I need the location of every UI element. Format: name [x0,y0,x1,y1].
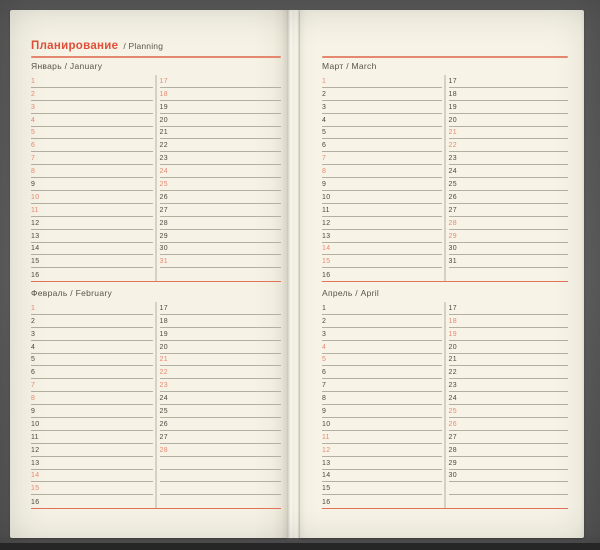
day-cell: 16 [31,499,40,507]
day-cell: 22 [449,139,569,152]
day-cell: 26 [449,191,569,204]
day-cell: 21 [160,127,282,140]
day-cell: 6 [31,139,153,152]
column-divider-line [156,302,157,508]
month-grid [31,302,281,509]
day-cell: 15 [322,482,442,495]
day-cell: 2 [322,88,442,101]
day-cell [160,457,282,470]
day-cell: 12 [322,217,442,230]
day-cell: 7 [322,152,442,165]
day-cell: 12 [322,444,442,457]
month-block-february [31,288,281,509]
day-cell: 6 [322,366,442,379]
day-cell: 10 [31,418,153,431]
day-cell: 16 [322,272,331,280]
day-cell: 11 [31,431,153,444]
day-cell: 16 [31,272,40,280]
month-grid [322,302,568,509]
photo-bottom-edge [0,543,600,550]
day-cell: 11 [322,431,442,444]
day-cell: 30 [449,243,569,256]
day-cell: 18 [160,88,282,101]
day-cell: 27 [449,431,569,444]
day-cell: 10 [31,191,153,204]
column-divider-line [445,302,446,508]
month-block-january [31,61,281,282]
day-cell: 31 [449,255,569,268]
day-cell: 22 [160,366,282,379]
day-cell: 5 [322,127,442,140]
day-cell: 1 [31,75,153,88]
header-rule-right [322,56,568,58]
month-block-april [322,288,568,509]
day-cell: 3 [322,101,442,114]
day-cell: 29 [449,230,569,243]
day-cell: 15 [31,255,153,268]
day-cell: 18 [449,315,569,328]
day-cell: 29 [449,457,569,470]
day-cell [160,482,282,495]
day-cell: 26 [160,191,282,204]
day-cell: 14 [31,470,153,483]
day-cell: 1 [322,75,442,88]
day-cell: 17 [449,302,569,315]
day-cell [160,268,282,281]
day-cell: 1 [31,302,153,315]
month-grid [322,75,568,282]
day-cell: 23 [160,152,282,165]
day-cell [449,495,569,508]
day-cell: 24 [449,392,569,405]
day-cell: 27 [449,204,569,217]
header-title: Планирование [31,40,119,52]
day-cell: 25 [160,178,282,191]
day-cell: 7 [31,379,153,392]
day-cell: 13 [31,230,153,243]
day-cell: 13 [322,230,442,243]
day-cell: 28 [449,217,569,230]
book-gutter [287,10,300,538]
day-cell: 4 [31,114,153,127]
day-cell: 15 [322,255,442,268]
day-cell [160,495,282,508]
day-cell: 9 [31,178,153,191]
day-cell: 2 [31,88,153,101]
day-cell: 17 [160,75,282,88]
day-cell: 25 [449,178,569,191]
day-cell: 7 [322,379,442,392]
day-cell: 26 [449,418,569,431]
day-cell: 17 [160,302,282,315]
day-cell: 4 [322,114,442,127]
day-cell: 20 [160,341,282,354]
day-cell: 2 [31,315,153,328]
day-cell: 10 [322,418,442,431]
day-cell: 9 [322,405,442,418]
day-cell: 20 [449,114,569,127]
day-cell: 1 [322,302,442,315]
day-cell: 26 [160,418,282,431]
day-cell: 5 [31,354,153,367]
month-title: Март / March [322,61,377,71]
day-cell: 27 [160,431,282,444]
day-cell [449,268,569,281]
day-cell: 22 [449,366,569,379]
day-cell: 22 [160,139,282,152]
day-cell: 4 [31,341,153,354]
day-cell: 12 [31,444,153,457]
day-cell: 28 [449,444,569,457]
column-divider-line [445,75,446,281]
day-cell: 13 [322,457,442,470]
day-cell: 2 [322,315,442,328]
day-cell: 4 [322,341,442,354]
month-title: Февраль / February [31,288,113,298]
day-cell: 10 [322,191,442,204]
day-cell: 15 [31,482,153,495]
day-cell: 18 [449,88,569,101]
day-cell: 12 [31,217,153,230]
day-cell: 8 [322,165,442,178]
day-cell: 19 [160,101,282,114]
day-cell: 29 [160,230,282,243]
day-cell: 28 [160,217,282,230]
day-cell: 21 [449,354,569,367]
day-cell: 16 [322,499,331,507]
day-cell [160,470,282,483]
day-cell: 31 [160,255,282,268]
day-cell: 30 [160,243,282,256]
day-cell: 30 [449,470,569,483]
day-cell: 23 [449,379,569,392]
day-cell: 23 [160,379,282,392]
day-cell: 3 [31,101,153,114]
day-cell: 19 [449,328,569,341]
day-cell: 24 [160,392,282,405]
day-cell: 13 [31,457,153,470]
day-cell: 9 [322,178,442,191]
day-cell: 21 [449,127,569,140]
page-header [31,40,163,52]
day-cell: 25 [160,405,282,418]
day-cell: 5 [31,127,153,140]
day-cell: 6 [31,366,153,379]
day-cell: 28 [160,444,282,457]
day-cell: 14 [31,243,153,256]
day-cell: 11 [322,204,442,217]
day-cell: 17 [449,75,569,88]
day-cell: 19 [449,101,569,114]
day-cell: 5 [322,354,442,367]
day-cell: 14 [322,470,442,483]
column-divider-line [156,75,157,281]
month-title: Апрель / April [322,288,380,298]
day-cell: 6 [322,139,442,152]
day-cell: 8 [31,165,153,178]
day-cell: 14 [322,243,442,256]
month-block-march [322,61,568,282]
month-title: Январь / January [31,61,103,71]
month-grid [31,75,281,282]
day-cell: 19 [160,328,282,341]
day-cell: 24 [160,165,282,178]
day-cell [449,482,569,495]
day-cell: 20 [449,341,569,354]
day-cell: 24 [449,165,569,178]
day-cell: 7 [31,152,153,165]
day-cell: 8 [322,392,442,405]
header-subtitle: / Planning [123,41,164,51]
header-rule-left [31,56,281,58]
day-cell: 3 [31,328,153,341]
day-cell: 3 [322,328,442,341]
day-cell: 20 [160,114,282,127]
day-cell: 21 [160,354,282,367]
day-cell: 11 [31,204,153,217]
day-cell: 23 [449,152,569,165]
day-cell: 8 [31,392,153,405]
day-cell: 9 [31,405,153,418]
day-cell: 27 [160,204,282,217]
day-cell: 25 [449,405,569,418]
day-cell: 18 [160,315,282,328]
